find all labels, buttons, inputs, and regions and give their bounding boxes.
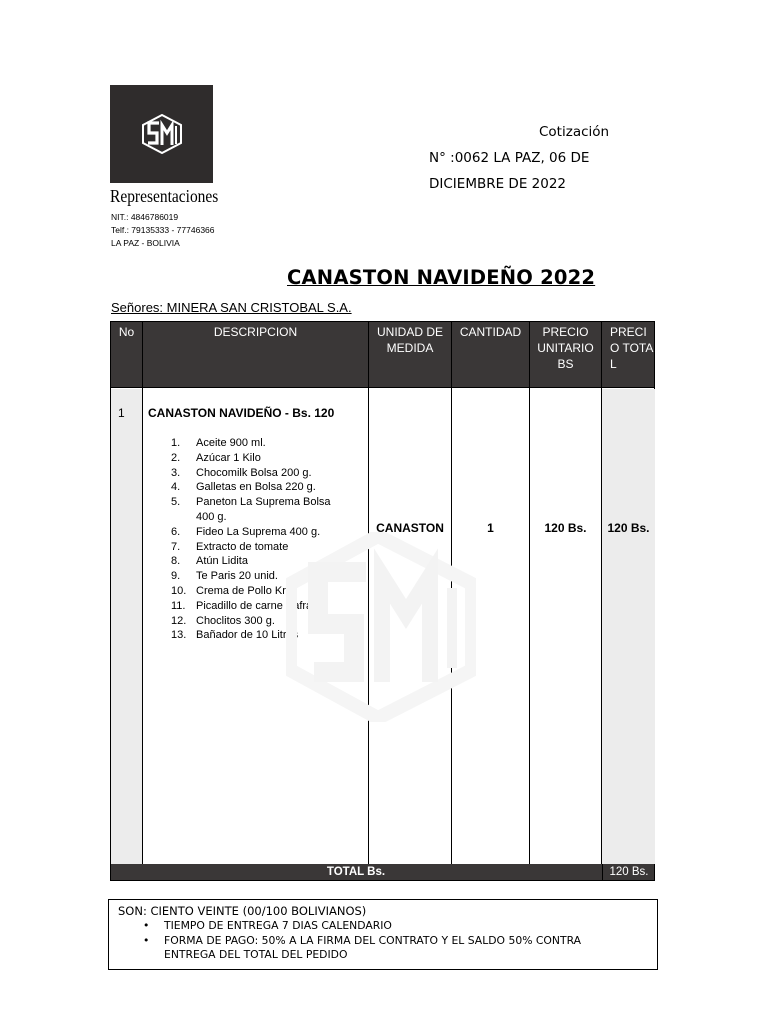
- bullet-icon: •: [143, 919, 150, 932]
- conditions-list: [143, 919, 633, 963]
- item-text: Picadillo de carne Safra: [196, 599, 313, 612]
- total-price-value: 120 Bs.: [607, 521, 650, 535]
- item-number: 2.: [171, 451, 181, 464]
- company-name: Representaciones: [110, 186, 219, 206]
- header-cantidad: CANTIDAD: [459, 325, 522, 339]
- product-item: [171, 436, 351, 451]
- item-number: 11.: [171, 599, 186, 612]
- quote-number-line: N° :0062 LA PAZ, 06 DE: [429, 150, 590, 166]
- bullet-icon: •: [143, 933, 150, 947]
- item-number: 7.: [171, 540, 181, 553]
- item-text: Bañador de 10 Litros: [196, 629, 299, 642]
- quote-label: Cotización: [539, 124, 610, 140]
- product-item: [171, 451, 351, 466]
- sm-logo-icon: [140, 114, 184, 154]
- header-unidad: UNIDAD DE MEDIDA: [376, 325, 443, 355]
- product-name: CANASTON NAVIDEÑO - Bs. 120: [148, 406, 335, 420]
- item-number: 9.: [171, 570, 181, 583]
- amount-in-words-box: [108, 899, 658, 970]
- header-descripcion: DESCRIPCION: [213, 325, 298, 339]
- condition-item: • FORMA DE PAGO: 50% A LA FIRMA DEL CONTRATO Y EL SALDO 50% CONTRA ENTREGA DEL TOTAL DEL PEDIDO: [143, 933, 582, 961]
- total-label: TOTAL Bs.: [326, 866, 386, 878]
- item-text: Te Paris 20 unid.: [196, 570, 278, 583]
- item-text: Paneton La Suprema Bolsa 400 g.: [196, 496, 331, 523]
- item-number: 12.: [171, 614, 187, 627]
- item-number: 10.: [171, 584, 187, 597]
- unit-value: CANASTON: [376, 521, 444, 535]
- no-column-fill: [111, 389, 142, 864]
- company-phones: Telf.: 79135333 - 77746366: [111, 225, 215, 235]
- amount-in-words: SON: CIENTO VEINTE (00/100 BOLIVIANOS): [118, 904, 367, 918]
- total-row: [111, 864, 654, 880]
- item-number: 5.: [171, 496, 181, 509]
- row-number: 1: [118, 406, 125, 420]
- unit-price-value: 120 Bs.: [544, 521, 587, 535]
- company-logo: [110, 85, 213, 183]
- column-divider: [142, 322, 143, 864]
- product-item: [171, 480, 351, 495]
- condition-item: • TIEMPO DE ENTREGA 7 DIAS CALENDARIO: [143, 919, 392, 932]
- item-number: 8.: [171, 555, 181, 568]
- item-text: Aceite 900 ml.: [196, 437, 266, 449]
- column-divider: [601, 322, 602, 864]
- item-number: 1.: [171, 437, 181, 449]
- quote-info: [429, 119, 609, 197]
- total-value: 120 Bs.: [602, 864, 655, 880]
- header-no: No: [118, 325, 135, 339]
- item-text: Choclitos 300 g.: [196, 614, 275, 627]
- quantity-value: 1: [487, 521, 494, 535]
- item-text: Atún Lidita: [196, 555, 248, 568]
- header-precio-unitario: PRECIO UNITARIO BS: [537, 325, 594, 371]
- item-text: Galletas en Bolsa 220 g.: [196, 481, 316, 494]
- item-number: 4.: [171, 481, 181, 494]
- quote-date-line: DICIEMBRE DE 2022: [429, 176, 566, 192]
- client-line: Señores: MINERA SAN CRISTOBAL S.A.: [111, 300, 352, 315]
- company-city: LA PAZ - BOLIVIA: [111, 238, 180, 248]
- item-text: Fideo La Suprema 400 g.: [196, 525, 321, 538]
- sm-watermark-icon: [286, 532, 476, 722]
- item-number: 13.: [171, 629, 187, 642]
- company-nit: NIT.: 4846786019: [111, 212, 179, 222]
- item-number: 3.: [171, 466, 181, 479]
- item-text: Chocomilk Bolsa 200 g.: [196, 466, 312, 479]
- document-title: CANASTON NAVIDEÑO 2022: [287, 266, 596, 289]
- item-number: 6.: [171, 525, 181, 538]
- column-divider: [529, 322, 530, 864]
- header-precio-total: PRECIO TOTAL: [610, 325, 654, 371]
- total-column-fill: [602, 389, 655, 864]
- item-text: Azúcar 1 Kilo: [196, 451, 261, 464]
- product-item: [171, 466, 351, 481]
- product-item: [171, 495, 351, 525]
- item-text: Crema de Pollo Kris.: [196, 584, 297, 597]
- item-text: Extracto de tomate: [196, 540, 289, 553]
